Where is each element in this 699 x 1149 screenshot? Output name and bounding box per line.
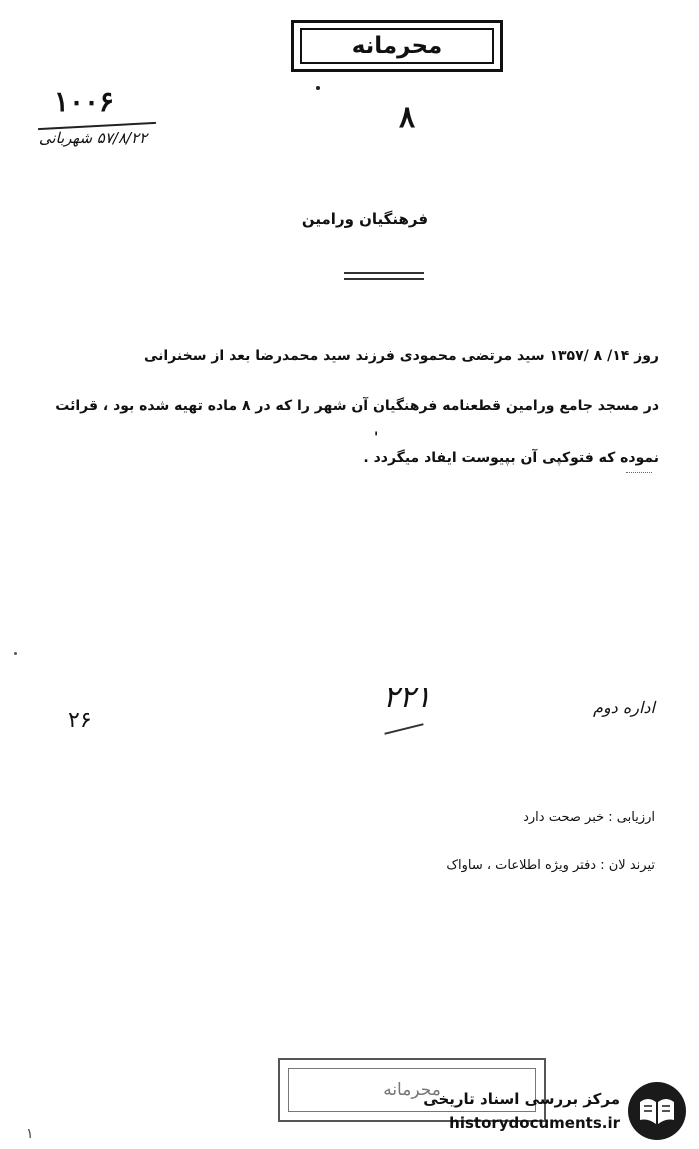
watermark-url: historydocuments.ir [449,1114,620,1132]
body-line-3: نموده که فتوکپی آن بپیوست ایفاد میگردد . [363,450,659,466]
document-number: ۱۰۰۶ [53,85,115,118]
margin-number: ۲۶ [68,708,92,733]
ink-speck [14,652,17,655]
ink-mark: ' [374,430,379,446]
handwritten-stroke [384,723,423,735]
bottom-stamp-text: محرمانه [288,1068,536,1112]
distribution-line: تیرند لان : دفتر ویژه اطلاعات ، ساواک [446,858,655,873]
archive-logo-icon [626,1080,688,1142]
watermark-org-name: مرکز بررسی اسناد تاریخی [423,1090,620,1108]
document-heading: فرهنگیان ورامین [301,210,429,228]
heading-rule [344,272,424,274]
heading-rule [344,278,424,280]
stamp-tick-mark [316,86,320,90]
handwritten-department: اداره دوم [593,698,655,717]
evaluation-line: ارزیابی : خبر صحت دارد [523,810,655,825]
body-line-1: روز ۱۴/ ۸ /۱۳۵۷ سید مرتضی محمودی فرزند سید محمدرضا بعد از سخنرانی [143,348,659,364]
handwritten-reference-text: ۲۲۱ [382,680,432,715]
handwritten-reference [362,680,452,740]
document-date: ۵۷/۸/۲۲ شهربانی [38,129,148,147]
confidential-stamp-text: محرمانه [300,28,494,64]
dotted-rule [626,472,652,473]
corner-mark: ١ [26,1126,34,1142]
page-mark: ۸ [398,100,416,135]
body-line-2: در مسجد جامع ورامین قطعنامه فرهنگیان آن شهر را که در ۸ ماده تهیه شده بود ، قرائت [55,398,659,414]
confidential-stamp [291,20,503,72]
